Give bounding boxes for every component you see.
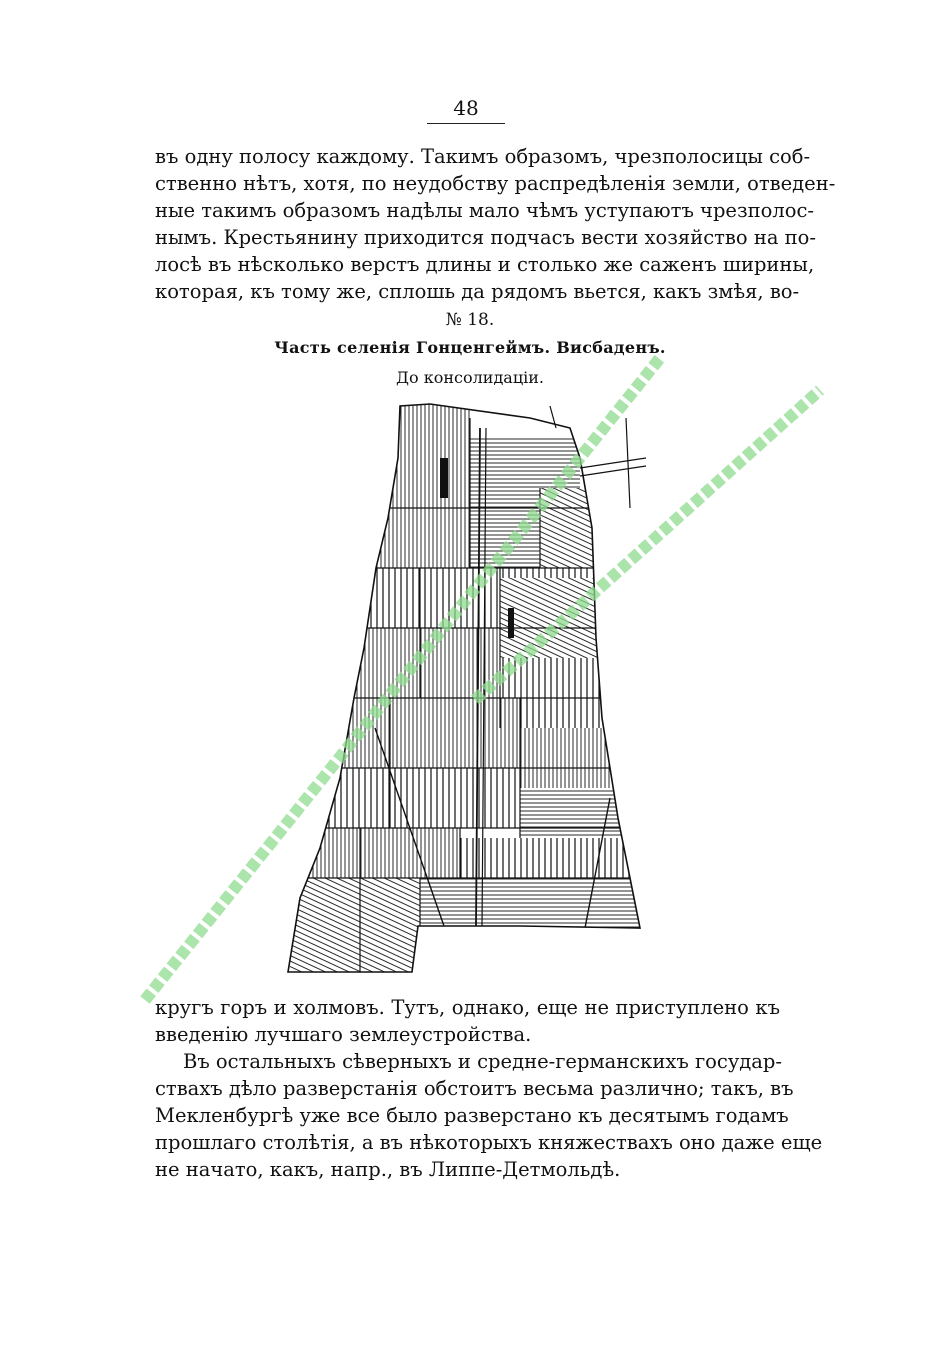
- paragraph-last: [155, 1048, 823, 1183]
- land-parcel-map: [280, 398, 660, 982]
- text-line: ственно нѣтъ, хотя, по неудобству распредѣленія земли, отведен-: [155, 172, 836, 195]
- paragraph-top: [155, 143, 836, 305]
- text-line: которая, къ тому же, сплошь да рядомъ вьется, какъ змѣя, во-: [155, 280, 800, 303]
- figure-title: Часть селенія Гонценгеймъ. Висбаденъ.: [274, 338, 666, 357]
- text-line: прошлаго столѣтія, а въ нѣкоторыхъ княжествахъ оно даже еще: [155, 1131, 823, 1154]
- text-line: нымъ. Крестьянину приходится подчасъ вести хозяйство на по-: [155, 226, 816, 249]
- text-line: Въ остальныхъ сѣверныхъ и средне-германскихъ государ-: [183, 1050, 782, 1073]
- text-line: не начато, какъ, напр., въ Липпе-Детмольдѣ.: [155, 1158, 621, 1181]
- figure-subtitle: До консолидаціи.: [396, 368, 544, 387]
- text-line: лосѣ въ нѣсколько верстъ длины и столько же саженъ ширины,: [155, 253, 815, 276]
- page-number: 48: [427, 96, 505, 124]
- figure-number: № 18.: [445, 310, 495, 330]
- text-line: введенію лучшаго землеустройства.: [155, 1023, 532, 1046]
- text-line: ные такимъ образомъ надѣлы мало чѣмъ уступаютъ чрезполос-: [155, 199, 814, 222]
- text-line: ствахъ дѣло разверстанія обстоитъ весьма различно; такъ, въ: [155, 1077, 794, 1100]
- paragraph-after-figure: [155, 994, 780, 1048]
- text-line: кругъ горъ и холмовъ. Тутъ, однако, еще не приступлено къ: [155, 996, 780, 1019]
- text-line: Мекленбургѣ уже все было разверстано къ десятымъ годамъ: [155, 1104, 789, 1127]
- text-line: въ одну полосу каждому. Такимъ образомъ, чрезполосицы соб-: [155, 145, 811, 168]
